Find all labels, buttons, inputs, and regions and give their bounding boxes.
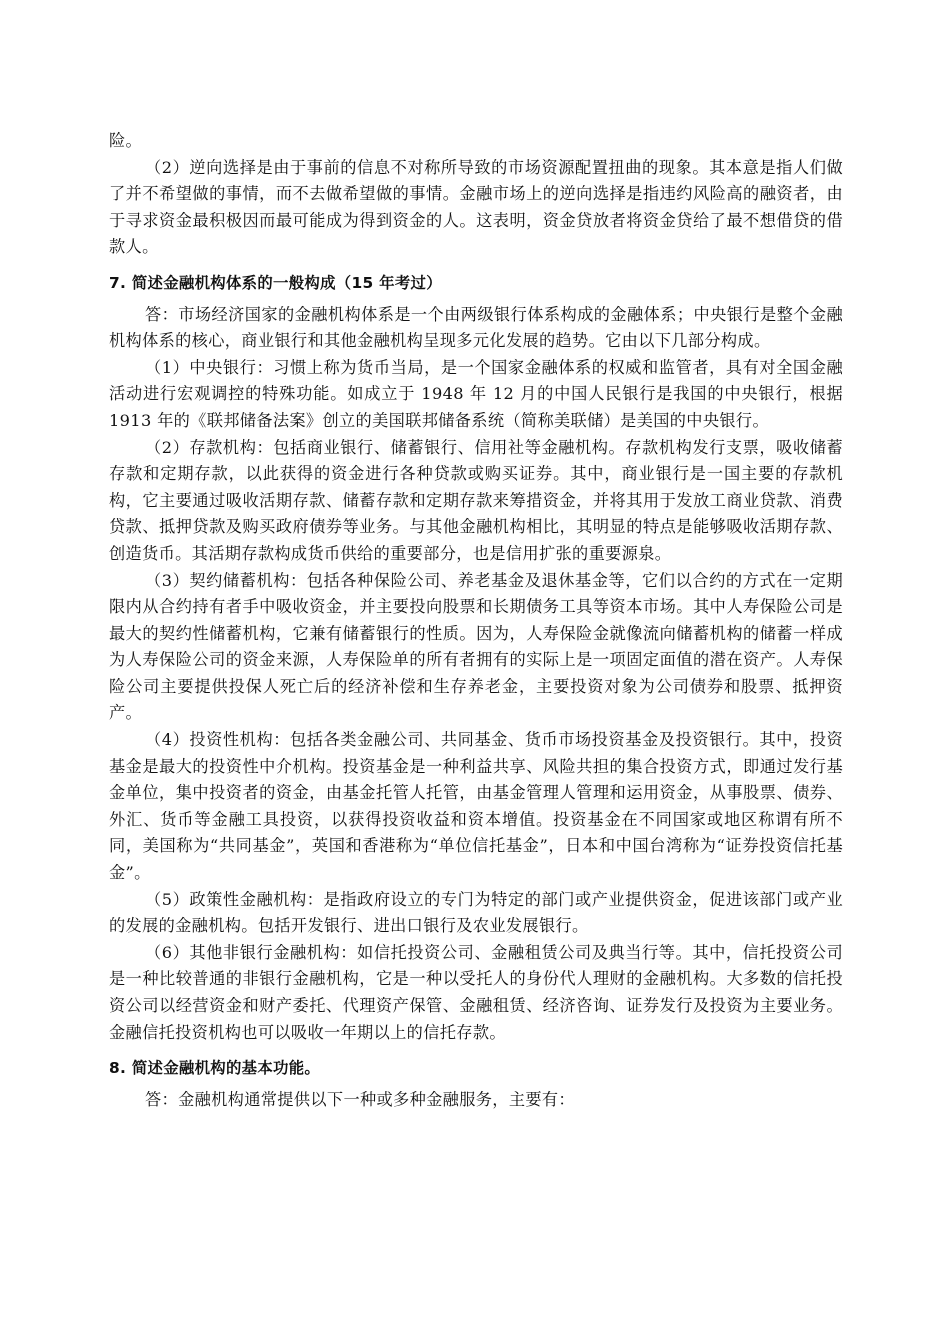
question-7-item-policy: （5）政策性金融机构：是指政府设立的专门为特定的部门或产业提供资金，促进该部门或产业的发展的金融机构。包括开发银行、进出口银行及农业发展银行。 <box>109 889 843 936</box>
question-7-item-other-nonbank: （6）其他非银行金融机构：如信托投资公司、金融租赁公司及典当行等。其中，信托投资公司是一种比较普通的非银行金融机构，它是一种以受托人的身份代人理财的金融机构。大多数的信托投资公司以经营资金和财产委托、代理资产保管、金融租赁、经济咨询、证券发行及投资为主要业务。金融信托投资机构也可以吸收一年期以上的信托存款。 <box>109 942 843 1042</box>
question-7-item-investment: （4）投资性机构：包括各类金融公司、共同基金、货币市场投资基金及投资银行。其中，投资基金是最大的投资性中介机构。投资基金是一种利益共享、风险共担的集合投资方式，即通过发行基金单位，集中投资者的资金，由基金托管人托管，由基金管理人管理和运用资金，从事股票、债券、外汇、货币等金融工具投资，以获得投资收益和资本增值。投资基金在不同国家或地区称谓有所不同，美国称为“共同基金”，英国和香港称为“单位信托基金”，日本和中国台湾称为“证券投资信托基金”。 <box>109 730 843 883</box>
question-7-item-central-bank: （1）中央银行：习惯上称为货币当局，是一个国家金融体系的权威和监管者，具有对全国金融活动进行宏观调控的特殊功能。如成立于 1948 年 12 月的中国人民银行是我国的中央银行，根据 1913 年的《联邦储备法案》创立的美国联邦储备系统（简称美联储）是美国的中央银行。 <box>109 357 843 430</box>
question-8-answer: 答：金融机构通常提供以下一种或多种金融服务，主要有： <box>145 1089 575 1109</box>
paragraph-adverse-selection: （2）逆向选择是由于事前的信息不对称所导致的市场资源配置扭曲的现象。其本意是指人们做了并不希望做的事情，而不去做希望做的事情。金融市场上的逆向选择是指违约风险高的融资者，由于寻求资金最积极因而最可能成为得到资金的人。这表明，资金贷放者将资金贷给了最不想借贷的借款人。 <box>109 157 843 257</box>
question-7-heading: 7. 简述金融机构体系的一般构成（15 年考过） <box>109 273 442 292</box>
continuation-text: 险。 <box>109 131 143 150</box>
question-7-answer: 答：市场经济国家的金融机构体系是一个由两级银行体系构成的金融体系；中央银行是整个金融机构体系的核心，商业银行和其他金融机构呈现多元化发展的趋势。它由以下几部分构成。 <box>109 304 843 351</box>
question-7-item-contractual-savings: （3）契约储蓄机构：包括各种保险公司、养老基金及退休基金等，它们以合约的方式在一定期限内从合约持有者手中吸收资金，并主要投向股票和长期债务工具等资本市场。其中人寿保险公司是最大的契约性储蓄机构，它兼有储蓄银行的性质。因为，人寿保险金就像流向储蓄机构的储蓄一样成为人寿保险公司的资金来源，人寿保险单的所有者拥有的实际上是一项固定面值的潜在资产。人寿保险公司主要提供投保人死亡后的经济补偿和生存养老金，主要投资对象为公司债券和股票、抵押资产。 <box>109 570 843 723</box>
document-body <box>109 128 843 1113</box>
question-7-item-depository: （2）存款机构：包括商业银行、储蓄银行、信用社等金融机构。存款机构发行支票，吸收储蓄存款和定期存款，以此获得的资金进行各种贷款或购买证券。其中，商业银行是一国主要的存款机构，它主要通过吸收活期存款、储蓄存款和定期存款来筹措资金，并将其用于发放工商业贷款、消费贷款、抵押贷款及购买政府债券等业务。与其他金融机构相比，其明显的特点是能够吸收活期存款、创造货币。其活期存款构成货币供给的重要部分，也是信用扩张的重要源泉。 <box>109 437 843 563</box>
question-8-heading: 8. 简述金融机构的基本功能。 <box>109 1059 321 1078</box>
